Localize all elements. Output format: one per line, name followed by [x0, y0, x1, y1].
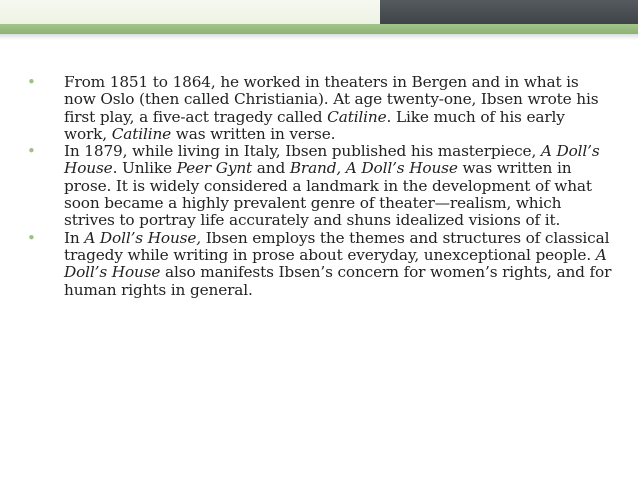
- body-text: . Like much of his early work,: [64, 107, 565, 143]
- italic-title-text: Peer Gynt: [176, 159, 253, 178]
- body-text: . Unlike: [112, 159, 177, 178]
- header-accent-stripe: [0, 24, 638, 34]
- bullet-item-2: [27, 143, 612, 229]
- header-shadow: [0, 34, 638, 40]
- bullet-text: [64, 229, 611, 299]
- body-text: Ibsen employs the themes and structures of classical tragedy while writing in prose about everyday, unexceptional people.: [64, 228, 610, 264]
- italic-title-text: A Doll’s House: [64, 245, 607, 282]
- bullet-text: [64, 73, 598, 143]
- bullet-text: [64, 142, 600, 229]
- italic-title-text: A Doll’s House,: [84, 228, 201, 247]
- slide-body: [27, 74, 612, 299]
- body-text: also manifests Ibsen’s concern for women’s rights, and for human rights in general.: [64, 263, 612, 299]
- header-bar-dark-segment: [380, 0, 638, 24]
- body-text: In 1879, while living in Italy, Ibsen published his masterpiece,: [64, 142, 541, 161]
- italic-title-text: Catiline: [327, 107, 387, 126]
- bullet-dot: •: [27, 142, 36, 161]
- body-text: In: [64, 228, 85, 247]
- bullet-item-1: [27, 74, 612, 143]
- body-text: From 1851 to 1864, he worked in theaters in Bergen and in what is now Oslo (then called Christiania). At age twenty-one, Ibsen wrote his first play, a five-act tragedy called: [64, 73, 599, 126]
- bullet-dot: •: [27, 73, 36, 91]
- bullet-dot: •: [27, 228, 36, 247]
- italic-title-text: Catiline: [111, 124, 172, 143]
- bullet-item-3: [27, 230, 612, 299]
- body-text: and: [252, 159, 290, 178]
- slide-header-bar: [0, 0, 638, 24]
- header-bar-light-segment: [0, 0, 380, 24]
- italic-title-text: A Doll’s House: [64, 142, 600, 178]
- body-text: was written in verse.: [171, 124, 336, 143]
- body-text: was written in prose. It is widely considered a landmark in the development of what soon became a highly prevalent genre of theater—realism, which strives to portray life accurately and shuns idealized visions of it.: [64, 159, 592, 230]
- italic-title-text: Brand, A Doll’s House: [289, 159, 458, 178]
